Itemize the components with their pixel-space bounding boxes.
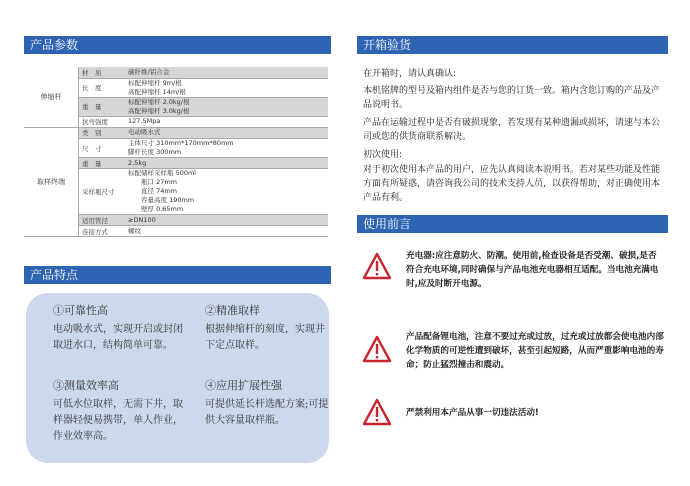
spec-label: 重 量 bbox=[79, 97, 126, 116]
feature-desc: 可提供延长杆选配方案;可提供大容量取样瓶。 bbox=[205, 399, 329, 426]
table-row bbox=[24, 128, 328, 139]
feature-title: ③测量效率高 bbox=[53, 379, 119, 392]
features-title-bar bbox=[24, 266, 331, 284]
feature-item bbox=[53, 302, 183, 354]
spec-value: 主体尺寸 310mm*170mm*80mm 脚杆长度 300mm bbox=[125, 139, 328, 158]
spec-value: 电动吸水式 bbox=[125, 128, 328, 139]
unbox-paragraph: 初次使用: bbox=[363, 150, 403, 160]
spec-group-label: 取样终端 bbox=[24, 128, 79, 237]
feature-title: ④应用扩展性强 bbox=[205, 379, 282, 392]
params-title: 产品参数 bbox=[30, 38, 79, 52]
unbox-paragraph: 在开箱时，请认真确认: bbox=[363, 69, 457, 79]
unbox-paragraph: 本机铭牌的型号及箱内组件是否与您的订货一致。箱内含您订购的产品及产品说明书。 bbox=[363, 86, 661, 110]
feature-desc: 可低水位取样，无需下井，取样器轻便易携带，单人作业，作业效率高。 bbox=[53, 399, 183, 442]
feature-item bbox=[205, 377, 329, 429]
unbox-paragraph: 对于初次使用本产品的用户，应先认真阅读本说明书。若对某些功能及性能方面有所疑惑，请咨询我公司的技术支持人员，以获得帮助，对正确使用本产品有利。 bbox=[363, 165, 661, 203]
usage-title: 使用前言 bbox=[363, 217, 412, 231]
spec-table bbox=[24, 67, 328, 237]
feature-item bbox=[53, 377, 183, 445]
usage-title-bar bbox=[357, 215, 668, 233]
spec-label: 长 度 bbox=[79, 78, 126, 97]
warning-icon bbox=[362, 335, 392, 363]
table-row bbox=[24, 67, 328, 78]
spec-value: 标配储样采样瓶 500ml 瓶口 27mm 直径 74mm 容量高度 190mm 壁厚 0.65mm bbox=[125, 169, 328, 215]
spec-label: 重 量 bbox=[79, 158, 126, 169]
warning-text: 严禁利用本产品从事一切违法活动! bbox=[406, 408, 539, 418]
spec-label: 抗弯强度 bbox=[79, 116, 126, 127]
warning-text: 充电器:应注意防火、防潮。使用前,检查设备是否受潮、破损,是否符合充电环境,同时确保与产品电池充电器相互适配。当电池充满电时,应及时断开电源。 bbox=[406, 251, 659, 289]
feature-desc: 电动吸水式，实现开启或封闭取进水口，结构简单可靠。 bbox=[53, 324, 183, 351]
spec-label: 类 别 bbox=[79, 128, 126, 139]
features-title: 产品特点 bbox=[30, 268, 79, 282]
spec-value: 标配伸缩杆 9m/根 高配伸缩杆 14m/根 bbox=[125, 78, 328, 97]
feature-title: ②精准取样 bbox=[205, 304, 260, 317]
warning-icon bbox=[362, 398, 392, 426]
warning-text: 产品配备锂电池，注意不要过充或过放，过充或过放都会使电池内部化学物质的可逆性遭到破坏，甚至引起短路，从而严重影响电池的寿命；防止猛烈撞击和震动。 bbox=[406, 332, 664, 370]
params-title-bar bbox=[24, 36, 331, 54]
spec-value: 127.5Mpa bbox=[125, 116, 328, 127]
unbox-paragraph: 产品在运输过程中是否有破损现象，若发现有某种遗漏或损坏，请速与本公司或您的供货商联系解决。 bbox=[363, 118, 661, 142]
spec-label: 尺 寸 bbox=[79, 139, 126, 158]
unbox-title: 开箱验货 bbox=[363, 38, 412, 52]
spec-label: 连接方式 bbox=[79, 226, 126, 237]
spec-value: 螺纹 bbox=[125, 226, 328, 237]
spec-group-label: 伸缩杆 bbox=[24, 67, 79, 128]
spec-value: 碳纤维/铝合金 bbox=[125, 67, 328, 78]
spec-label: 材 质 bbox=[79, 67, 126, 78]
spec-value: ≥DN100 bbox=[125, 215, 328, 226]
feature-title: ①可靠性高 bbox=[53, 304, 108, 317]
feature-item bbox=[205, 302, 329, 354]
spec-label: 适用管径 bbox=[79, 215, 126, 226]
feature-desc: 根据伸缩杆的刻度，实现井下定点取样。 bbox=[205, 324, 325, 351]
spec-value: 标配伸缩杆 2.0kg/根 高配伸缩杆 3.0kg/根 bbox=[125, 97, 328, 116]
unbox-title-bar bbox=[357, 36, 668, 54]
warning-icon bbox=[362, 252, 392, 280]
spec-label: 采样瓶尺寸 bbox=[79, 169, 126, 215]
spec-value: 2.5kg bbox=[125, 158, 328, 169]
